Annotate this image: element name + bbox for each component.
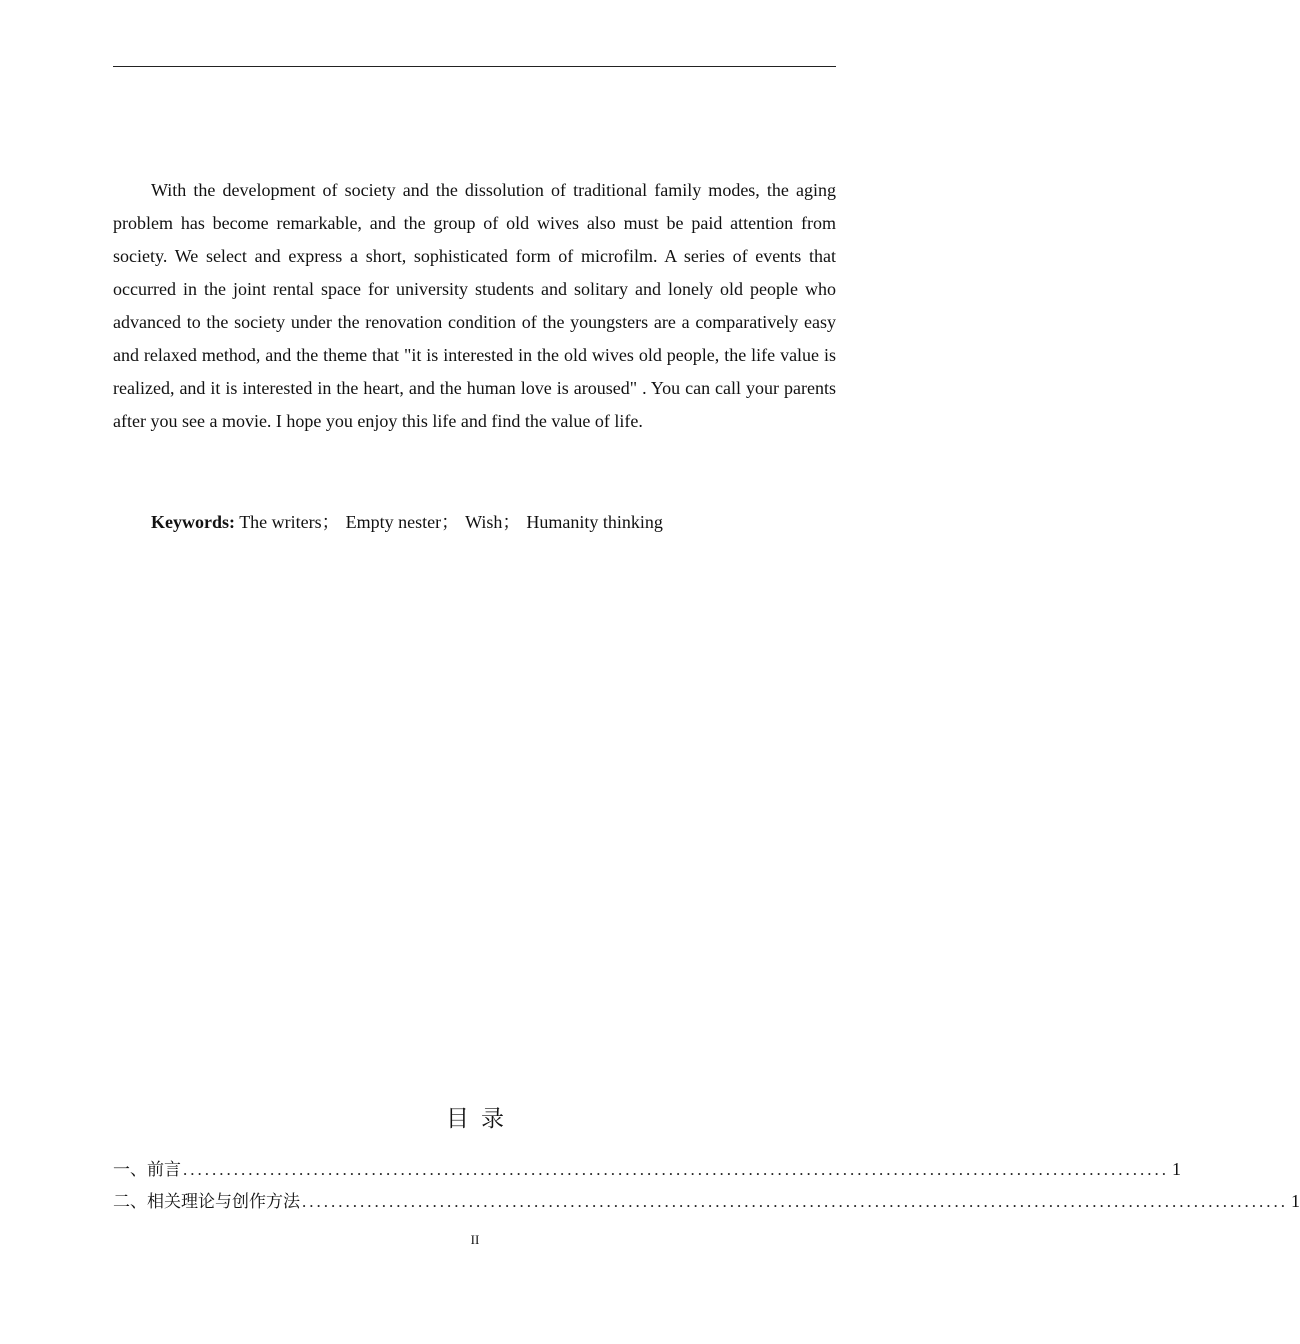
toc-entry-page: 1 bbox=[1291, 1191, 1300, 1211]
abstract-body: With the development of society and the dissolution of traditional family modes, the aging problem has become remarkable, and the group of old wives also must be paid attention from society. We select and express a short, sophisticated form of microfilm. A series of events that occurred in the joint rental space for university students and solitary and lonely old people who advanced to the society under the renovation condition of the youngsters are a comparatively easy and relaxed method, and the theme that "it is interested in the old wives old people, the life value is realized, and it is interested in the heart, and the human love is aroused" . You can call your parents after you see a movie. I hope you enjoy this life and find the value of life. bbox=[113, 180, 836, 431]
keywords-line bbox=[151, 506, 663, 539]
keyword-item: The writers bbox=[239, 512, 322, 532]
toc-list bbox=[113, 1155, 1300, 1219]
toc-leader-dots: ........................................................................................................................................ bbox=[183, 1160, 1169, 1179]
toc-entry-label: 一、前言 bbox=[113, 1160, 181, 1180]
toc-entry-label: 二、相关理论与创作方法 bbox=[113, 1192, 300, 1212]
toc-entry-preface[interactable] bbox=[113, 1155, 1181, 1187]
keywords-label: Keywords: bbox=[151, 512, 235, 532]
keyword-separator: ； bbox=[321, 512, 340, 532]
keyword-item: Humanity thinking bbox=[526, 512, 663, 532]
page-number: II bbox=[470, 1232, 480, 1247]
toc-entry-page: 1 bbox=[1172, 1159, 1181, 1179]
keyword-item: Empty nester bbox=[345, 512, 442, 532]
header-rule bbox=[113, 66, 836, 67]
toc-leader-dots: ........................................................................................................................................ bbox=[302, 1192, 1288, 1211]
keyword-separator: ； bbox=[441, 512, 460, 532]
toc-title: 目录 bbox=[446, 1106, 516, 1132]
keyword-separator: ； bbox=[502, 512, 521, 532]
toc-entry-theory-methods[interactable] bbox=[113, 1187, 1300, 1219]
keyword-item: Wish bbox=[465, 512, 503, 532]
